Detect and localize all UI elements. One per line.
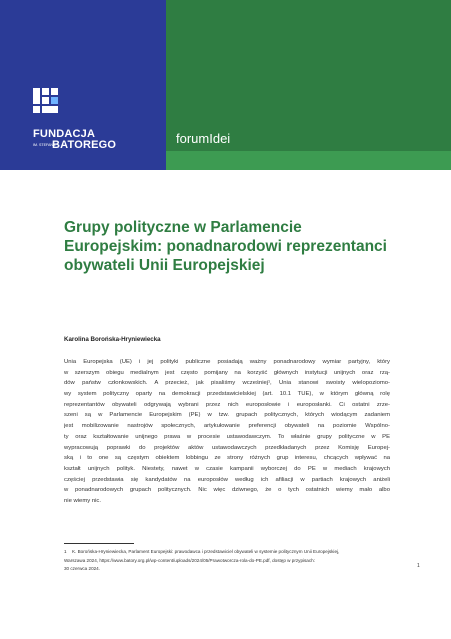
footnote-line-3: 30 czerwca 2024. — [64, 566, 101, 572]
body-line: Unia Europejska (UE) i jej polityki publiczne posiadają ważny ponadnarodowy wymiar partyjny, który — [64, 359, 390, 365]
author-name: Karolina Borońska-Hryniewiecka — [64, 336, 161, 343]
body-line: wypracowują poprawki do projektów aktów ustawodawczych przedkładanych przez Komisję Europej- — [64, 444, 390, 451]
body-line: ską i to one są częstym obiektem lobbingu ze strony różnych grup interesu, chcących wpływać na — [64, 455, 390, 462]
body-line: częściej przedstawia się kandydatów na europosłów według ich afiliacji w partiach krajowych aniżeli — [64, 476, 390, 483]
body-line: ty oraz kształtowanie unijnego prawa w procesie ustawodawczym. To właśnie grupy polityczne w PE — [64, 433, 390, 440]
body-line: nie wiemy nic. — [64, 497, 101, 504]
body-line: szeni są w Parlamencie Europejskim (PE) w tzw. grupach politycznych, których wiodącym zadaniem — [64, 412, 390, 419]
series-name: forumIdei — [176, 131, 231, 146]
body-line: wy system polityczny oparty na demokracji przedstawicielskiej (art. 10.1 TUE), w którym główną rolę — [64, 391, 390, 398]
body-paragraph — [64, 357, 390, 507]
logo-text-line2: BATOREGO — [52, 139, 117, 151]
page-number: 1 — [417, 563, 420, 569]
body-line: w szerszym obiegu medialnym jest często pomijany na korzyść głównych instytucji unijnych oraz rzą- — [64, 369, 390, 376]
header-green-stripe — [166, 151, 451, 170]
footnote-divider — [64, 543, 134, 544]
footnote-number: 1 — [64, 549, 67, 554]
body-line: w ponadnarodowych grupach politycznych. Nic więc dziwnego, że o tych ostatnich wiemy mało albo — [64, 487, 390, 494]
footnote — [64, 548, 390, 574]
body-line: jest mobilizowanie nastrojów społecznych, artykułowanie preferencji obywateli na poziomie Wspólno- — [64, 423, 390, 430]
logo-text-line1: FUNDACJA — [33, 128, 96, 140]
body-line: dów państw członkowskich. A przecież, jak pisaliśmy wcześniej¹, Unia stanowi swoisty wielopoziomo- — [64, 380, 390, 387]
body-line: reprezentantów obywateli odgrywają wybrani przez nich europosłowie i europosłanki. Ci ostatni zrze- — [64, 401, 390, 408]
footnote-text: K. Borońska-Hryniewiecka, Parlament Europejski: prawodawca i przedstawiciel obywateli w systemie politycznym Unii Europejskiej, — [72, 549, 340, 554]
logo-subtext: IM. STEFANA — [33, 143, 56, 147]
document-title: Grupy polityczne w Parlamencie Europejskim: ponadnarodowi reprezentanci obywateli Unii Europejskiej — [64, 219, 387, 274]
body-line: kształt unijnych polityk. Niestety, nawet w czasie kampanii wyborczej do PE w mediach krajowych — [64, 465, 390, 472]
footnote-line-1 — [64, 548, 390, 557]
footnote-line-2: Warszawa 2024, https://www.batory.org.pl/wp-content/uploads/2024/05/Prawotworcza-rola-do-PE.pdf, dostęp w przypisach: — [64, 557, 315, 563]
